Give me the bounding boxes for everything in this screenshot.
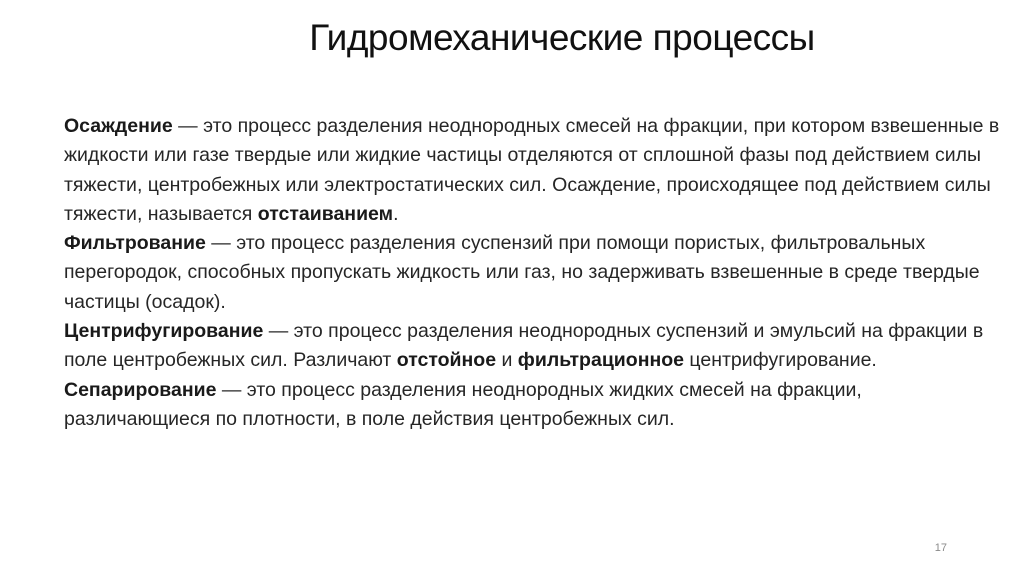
definition-filtration: — это процесс разделения суспензий при помощи пористых, фильтровальных перегородок, способных пропускать жидкость или газ, но задерживать взвешенные в среде твердые частицы (осадок). xyxy=(64,232,980,313)
paragraph-centrifugation xyxy=(64,317,1004,376)
definition-separation: — это процесс разделения неоднородных жидких смесей на фракции, различающиеся по плотности, в поле действия центробежных сил. xyxy=(64,378,862,430)
definition-centrifugation: — это процесс разделения неоднородных суспензий и эмульсий на фракции в поле центробежных сил. Различают xyxy=(64,320,984,372)
slide-body xyxy=(64,112,1004,434)
term-sedimentation: Осаждение xyxy=(64,115,173,137)
definition-sedimentation-end: . xyxy=(393,202,399,225)
definition-centrifugation-end: центрифугирование. xyxy=(684,349,877,372)
term-filtration-centrifugation: фильтрационное xyxy=(517,349,685,372)
term-centrifugation: Центрифугирование xyxy=(64,320,264,343)
term-filtration: Фильтрование xyxy=(64,232,206,255)
paragraph-filtration xyxy=(64,229,1004,317)
paragraph-separation xyxy=(64,376,1004,435)
term-settling: отстаиванием xyxy=(257,202,394,225)
paragraph-sedimentation xyxy=(64,112,1004,229)
term-settling-centrifugation: отстойное xyxy=(396,349,497,372)
slide-number: 17 xyxy=(934,542,947,554)
definition-centrifugation-mid: и xyxy=(496,349,518,372)
slide-title: Гидромеханические процессы xyxy=(309,17,815,58)
definition-sedimentation: — это процесс разделения неоднородных смесей на фракции, при котором взвешенные в жидкости или газе твердые или жидкие частицы отделяются от сплошной фазы под действием силы тяжести, центробежных или электростатических сил. Осаждение, происходящее под действием силы тяжести, называется xyxy=(64,115,1000,225)
term-separation: Сепарирование xyxy=(64,378,217,401)
